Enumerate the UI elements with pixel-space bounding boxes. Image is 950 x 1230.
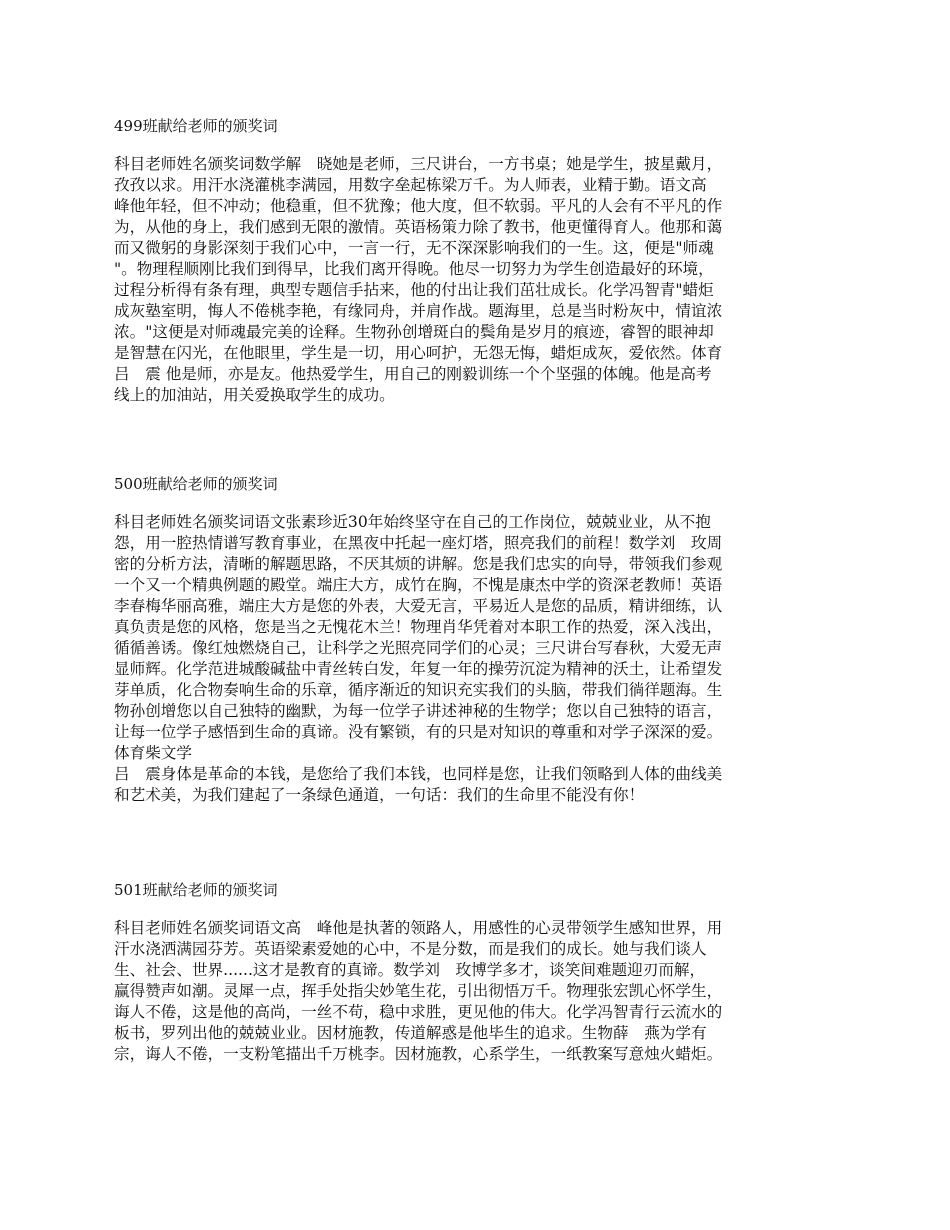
text-line: 而又微躬的身影深刻于我们心中，一言一行，无不深深影响我们的一生。这，便是"师魂	[114, 239, 714, 257]
text-line: 赢得赞声如潮。灵犀一点，挥手处指尖妙笔生花，引出彻悟万千。物理张宏凯心怀学生，	[114, 982, 723, 1000]
text-line: 科目老师姓名颁奖词语文张素珍近30年始终坚守在自己的工作岗位，兢兢业业，从不抱	[114, 513, 711, 531]
text-line: 生、社会、世界......这才是教育的真谛。数学刘 玫博学多才，谈笑间难题迎刃而解，	[114, 961, 706, 979]
text-line: 为，从他的身上，我们感到无限的激情。英语杨策力除了教书，他更懂得育人。他那和蔼	[114, 218, 723, 236]
section-title: 499班献给老师的颁奖词	[114, 117, 278, 135]
text-line: 显师辉。化学范进城酸碱盐中青丝转白发，年复一年的操劳沉淀为精神的沃土，让希望发	[114, 660, 723, 678]
text-line: 真负责是您的风格，您是当之无愧花木兰！物理肖华凭着对本职工作的热爱，深入浅出，	[114, 618, 723, 636]
text-line: 线上的加油站，用关爱换取学生的成功。	[114, 386, 395, 404]
text-line: 怨，用一腔热情谱写教育事业，在黑夜中托起一座灯塔，照亮我们的前程！数学刘 玫周	[114, 534, 723, 552]
section-body	[114, 512, 842, 806]
text-line: 李春梅华丽高雅，端庄大方是您的外表，大爱无言，平易近人是您的品质，精讲细练，认	[114, 597, 723, 615]
section-500	[114, 474, 842, 806]
text-line: 汗水浇洒满园芬芳。英语梁素爱她的心中，不是分数，而是我们的成长。她与我们谈人	[114, 940, 707, 958]
text-line: 板书，罗列出他的兢兢业业。因材施教，传道解惑是他毕生的追求。生物薛 燕为学有	[114, 1024, 707, 1042]
text-line: 过程分析得有条有理，典型专题信手拈来，他的付出让我们茁壮成长。化学冯智青"蜡炬	[114, 281, 714, 299]
text-line: 吕 震身体是革命的本钱，是您给了我们本钱，也同样是您，让我们领略到人体的曲线美	[114, 765, 723, 783]
text-line: 一个又一个精典例题的殿堂。端庄大方，成竹在胸，不愧是康杰中学的资深老教师！英语	[114, 576, 723, 594]
section-501	[114, 880, 842, 1065]
text-line: 体育柴文学	[114, 744, 192, 762]
text-line: 循循善诱。像红烛燃烧自己，让科学之光照亮同学们的心灵；三尺讲台写春秋，大爱无声	[114, 639, 723, 657]
text-line: 科目老师姓名颁奖词语文高 峰他是执著的领路人，用感性的心灵带领学生感知世界，用	[114, 919, 723, 937]
text-line: 峰他年轻，但不冲动；他稳重，但不犹豫；他大度，但不软弱。平凡的人会有不平凡的作	[114, 197, 723, 215]
text-line: 科目老师姓名颁奖词数学解 晓她是老师，三尺讲台，一方书桌；她是学生，披星戴月，	[114, 155, 723, 173]
text-line: 物孙创增您以自己独特的幽默，为每一位学子讲述神秘的生物学；您以自己独特的语言，	[114, 702, 723, 720]
text-line: "。物理程顺刚比我们到得早，比我们离开得晚。他尽一切努力为学生创造最好的环境，	[114, 260, 714, 278]
text-line: 孜孜以求。用汗水浇灌桃李满园，用数字垒起栋梁万千。为人师表，业精于勤。语文高	[114, 176, 707, 194]
text-line: 密的分析方法，清晰的解题思路，不厌其烦的讲解。您是我们忠实的向导，带领我们参观	[114, 555, 723, 573]
text-line: 宗，诲人不倦，一支粉笔描出千万桃李。因材施教，心系学生，一纸教案写意烛火蜡炬。	[114, 1045, 723, 1063]
section-body	[114, 154, 842, 406]
text-line: 和艺术美，为我们建起了一条绿色通道，一句话：我们的生命里不能没有你！	[114, 786, 645, 804]
text-line: 是智慧在闪光，在他眼里，学生是一切，用心呵护，无怨无悔，蜡炬成灰，爱依然。体育	[114, 344, 723, 362]
text-line: 芽单质，化合物奏响生命的乐章，循序渐近的知识充实我们的头脑，带我们徜徉题海。生	[114, 681, 723, 699]
section-title: 501班献给老师的颁奖词	[114, 881, 278, 899]
section-body	[114, 918, 842, 1065]
section-499	[114, 116, 842, 406]
text-line: 吕 震 他是师，亦是友。他热爱学生，用自己的刚毅训练一个个坚强的体魄。他是高考	[114, 365, 712, 383]
section-title: 500班献给老师的颁奖词	[114, 475, 278, 493]
text-line: 诲人不倦，这是他的高尚，一丝不苟，稳中求胜，更见他的伟大。化学冯智青行云流水的	[114, 1003, 723, 1021]
text-line: 浓。"这便是对师魂最完美的诠释。生物孙创增斑白的鬓角是岁月的痕迹，睿智的眼神却	[114, 323, 714, 341]
text-line: 让每一位学子感悟到生命的真谛。没有繁锁，有的只是对知识的尊重和对学子深深的爱。	[114, 723, 723, 741]
text-line: 成灰塾室明，悔人不倦桃李艳，有缘同舟，并肩作战。题海里，总是当时粉灰中，情谊浓	[114, 302, 723, 320]
